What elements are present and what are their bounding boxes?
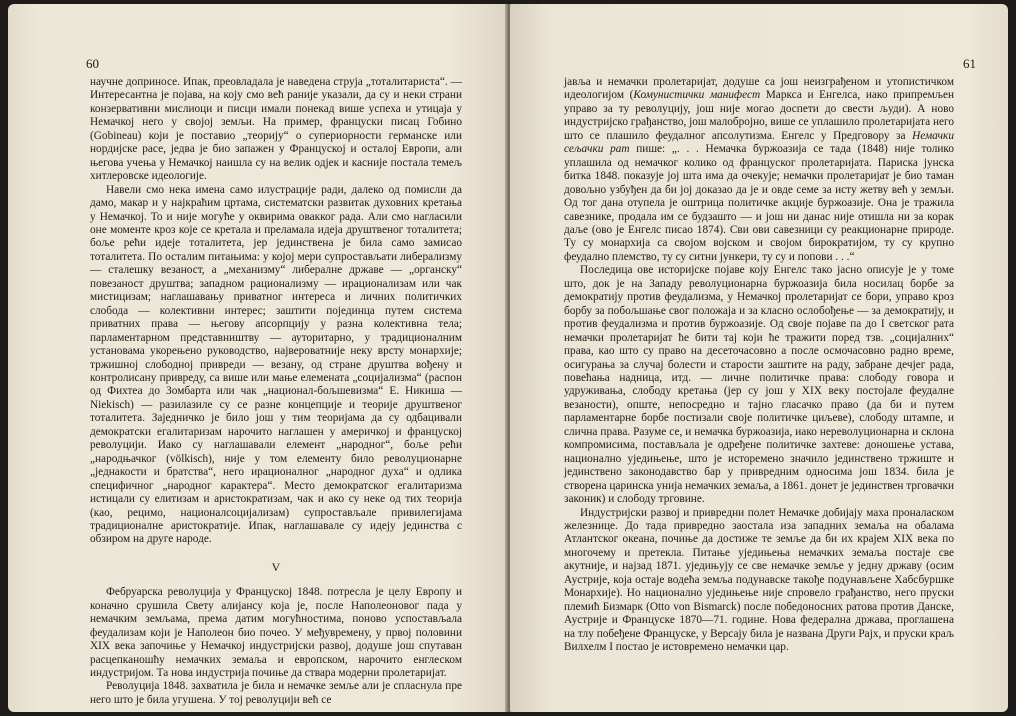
text-run: Маркса и Енгелса, иако припремљен управо за ту револуцију, још није могао доспети до свести људи). А ново индустријско грађанство, још малобројно, више се уплашило пролетаријата него што се плашило феудалног апсолутизма. Енгелс у Предговору за — [564, 89, 955, 142]
paragraph: Навели смо нека имена само илустрације ради, далеко од помисли да дамо, макар и у најкраћим цртама, систематски развитак духовних кретања у Немачкој. То и није могуће у оквирима овакког рада. Али смо нагласили оне моменте кроз које се кретала и преламала идеја друштвеног тоталитета; боље рећи идеје тоталитета, јер јединствена је била само замисао тоталитета. По осталим питањима: у којој мери супростављати либерализму — сталешку везаност, а „механизму“ либералне државе — „органску“ повезаност друштва; западном рационализму — ирационализам или чак мистицизам; наглашавању приватног интереса и личних политичких слобода — колективни интерес; заштити појединца путем система приватних права — његову апсорпцију у разна колективна тела; парламентарном представништву — ауторитарно, у традиционалним установама укорењено руководство, највероватније неку врсту монархије; тржишној слободној привреди — везану, од стране друштва вођену и контролисану привреду, са више или мање елемената „социјализма“ (распон од Фихтеа до Зомбарта или чак „национал-бољшевизма“ Е. Никиша — Niekisch) — разилазиле су се разне концепције и теорије друштвеног тоталитета. Заједничко је било још у тим теоријама да су одбацивали демократски егалитаризам нарочито наглашен у америчкој и француској револуцији. Иако су наглашавали елемент „народног“, боље рећи „народњачког (völkisch), није у том елементу било револуционарне „једнакости и братства“, него ирационалног „народног духа“ и одлика специфичног „народног карактера“. Место демократског егалитаризма истицали су елитизам и аристократизам, чак и ако су неке од тих теорија (као, рецимо, националсоцијализам) супростављале привилегијама традиционалне аристократије. Ипак, наглашавале су идеју јединства с обзиром на друге народе. — [90, 183, 462, 546]
paragraph: научне доприносе. Ипак, преовладала је наведена струја „тоталитариста“. — Интересантна је појава, на коју смо већ раније указали, да су и неки страни конзервативни мислиоци и писци имали понекад више успеха и утицаја у Немачкој него у својој земљи. На пример, француски писац Гобино (Gobineau) који је поставио „теорију“ о супериорности германске или нордијске расе, једва је био запажен у Француској и осталој Европи, али његова учења у Немачкој наишла су на велик одјек и касније постала темељ хитлеровске идеологије. — [90, 76, 462, 183]
page-number: 60 — [86, 56, 99, 71]
paragraph — [564, 76, 954, 264]
right-page — [510, 4, 1008, 712]
text-run: пише: „. . . Немачка буржоазија се тада (1848) није толико уплашила од немачког колико од француског пролетаријата. Париска јунска битка 1848. показује јој шта има да очекује; немачки пролетаријат је био таман довољно узбуђен да би јој доказао да је и овде семе за исту жетву већ у земљи. Од тог дана отупела је оштрица политичке акције буржоазије. Она је тражила савезнике, продала им се будзашто — и још ни данас није отишла ни за корак даље (ово је Енгелс писао 1874). Сви ови савезници су реакционарне природе. Ту су монархија са својом војском и својом бирократијом, ту су крупно феудално племство, ту су ситни јункери, ту су и попови . . .“ — [564, 143, 954, 263]
paragraph: Фебруарска револуција у Француској 1848. потресла је целу Европу и коначно срушила Свету алијансу која је, после Наполеоновог пада у немачким земљама, према датим могућностима, поново успостављала феудализам који је Наполеон био почео. У међувремену, у првој половини XIX века започиње у Немачкој индустријски развој, додуше још спутаван расцепканошћу немачких земаља и европском, нарочито енглеском индустријом. Та нова индустрија почиње да ствара модерни пролетаријат. — [90, 586, 462, 680]
section-heading: V — [271, 559, 281, 574]
page-body — [90, 76, 462, 707]
book-title: Комунистички манифест — [633, 89, 761, 102]
left-page — [8, 4, 508, 712]
page-body — [564, 76, 954, 654]
text-run: јавља и немачки пролетаријат, додуше са још неизграђеном и утопистичком идеологијом ( — [564, 76, 954, 102]
paragraph: Индустријски развој и привредни полет Немачке добијају маха проналаском железнице. До тада привредно заостала иза западних земаља на обалама Атлантског океана, почиње да достиже те земље да би их крајем XIX века по многочему и претекла. Питање уједињења немачких земаља постаје све акутније, и најзад 1871. уједињују се све немачке земље у једну државу (осим Аустрије, која остаје водећа земља подунавске такође подунављене Хабсбуршке Монархије). Но национално уједињење није спровело грађанство, него пруски племић Бизмарк (Otto von Bismarck) после победоносних ратова против Данске, Аустрије и Француске 1870—71. године. Нова федерална држава, проглашена на тлу побеђене Француске, у Версају била је названа Други Рајх, и пруски краљ Вилхелм I постао је истовремено немачки цар. — [564, 506, 954, 654]
paragraph: Револуција 1848. захватила је била и немачке земље али је спласнула пре него што је била угушена. У тој револуцији већ се — [90, 680, 462, 706]
paragraph: Последица ове историјске појаве коју Енгелс тако јасно описује је у томе што, док је на Западу револуционарна буржоазија била носилац борбе за демократију против феудализма, у Немачкој пролетаријат се бори, управо кроз борбу за побољшање свог положаја и за класно ослобођење — за демократију, и против феудализма и против буржоазије. Од своје појаве па до I светског рата немачки пролетаријат ће бити тај који ће тражити поред тзв. „социјалних“ права, као што су право на десеточасовно а после осмочасовно радно време, осигурања за случај болести и старости заштите на раду, забране дечјег рада, повећања надница, итд. — личне политичке права: слободу говора и удруживања, слободу кретања (јер су још у XIX веку постојале феудалне везаности), опште, непосредно и тајно гласачко право (да би и путем парламентарне борбе постизали своје политичке циљеве), слободу штампе, и слична права. Разуме се, и немачка буржоазија, иако нереволуционарна и склона компромисима, постављала је одређене политичке захтеве: доношење устава, национално уједињење, што је исторемено значило јединствено тржиште и јединствено законодавство бар у привредним односима још 1834. била је створена царинска унија немачких земаља, а 1861. донет је јединствен трговачки законик) и слободу трговине. — [564, 264, 954, 506]
book-title: Немачки сељачки рат — [564, 129, 954, 156]
page-number: 61 — [963, 56, 976, 71]
